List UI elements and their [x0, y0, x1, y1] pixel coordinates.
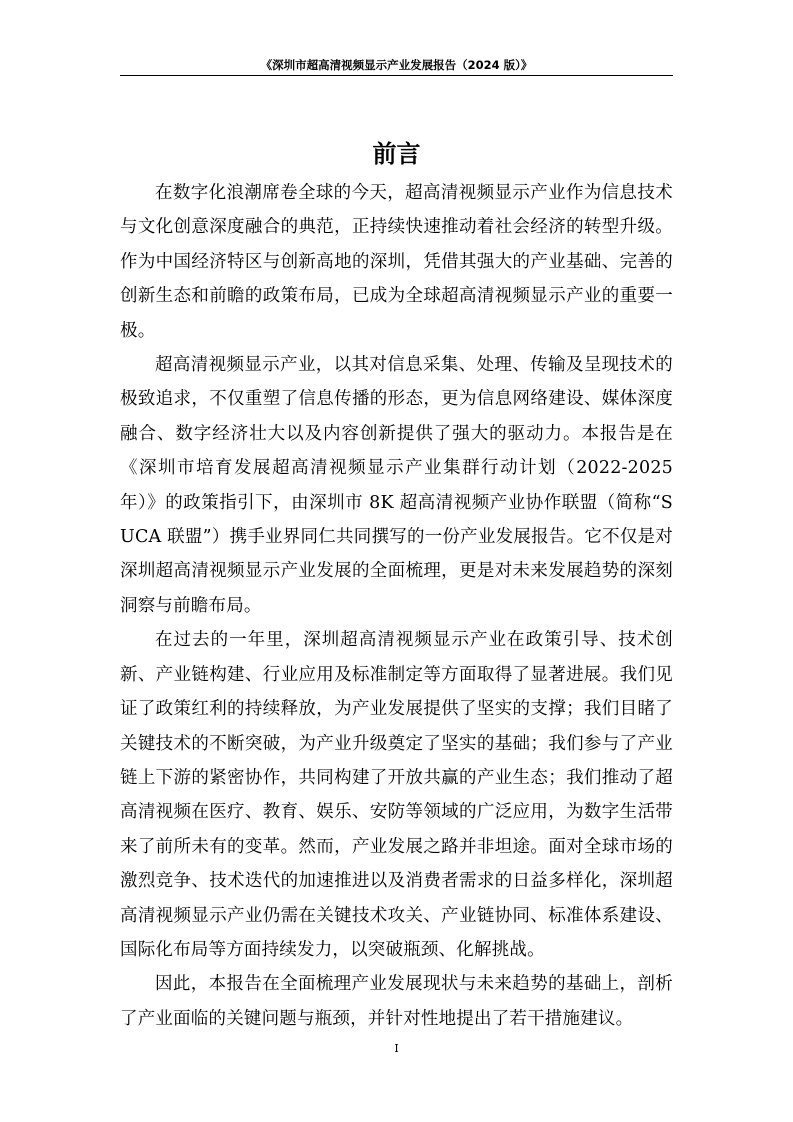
- body-text: [120, 176, 673, 1036]
- page-title: 前言: [372, 140, 421, 169]
- paragraph: 在数字化浪潮席卷全球的今天，超高清视频显示产业作为信息技术与文化创意深度融合的典范，正持续快速推动着社会经济的转型升级。作为中国经济特区与创新高地的深圳，凭借其强大的产业基础、完善的创新生态和前瞻的政策布局，已成为全球超高清视频显示产业的重要一极。: [120, 183, 673, 341]
- paragraph: 因此，本报告在全面梳理产业发展现状与未来趋势的基础上，剖析了产业面临的关键问题与瓶颈，并针对性地提出了若干措施建议。: [120, 974, 673, 1029]
- header-rule: [120, 75, 673, 76]
- paragraph: 在过去的一年里，深圳超高清视频显示产业在政策引导、技术创新、产业链构建、行业应用及标准制定等方面取得了显著进展。我们见证了政策红利的持续释放，为产业发展提供了坚实的支撑；我们目睹了关键技术的不断突破，为产业升级奠定了坚实的基础；我们参与了产业链上下游的紧密协作，共同构建了开放共赢的产业生态；我们推动了超高清视频在医疗、教育、娱乐、安防等领域的广泛应用，为数字生活带来了前所未有的变革。然而，产业发展之路并非坦途。面对全球市场的激烈竞争、技术迭代的加速推进以及消费者需求的日益多样化，深圳超高清视频显示产业仍需在关键技术攻关、产业链协同、标准体系建设、国际化布局等方面持续发力，以突破瓶颈、化解挑战。: [120, 630, 673, 960]
- page-number: I: [394, 1042, 399, 1055]
- paragraph: 超高清视频显示产业，以其对信息采集、处理、传输及呈现技术的极致追求，不仅重塑了信息传播的形态，更为信息网络建设、媒体深度融合、数字经济壮大以及内容创新提供了强大的驱动力。本报告是在《深圳市培育发展超高清视频显示产业集群行动计划（2022-2025年）》的政策指引下，由深圳市 8K 超高清视频产业协作联盟（简称“SUCA 联盟”）携手业界同仁共同撰写的一份产业发展报告。它不仅是对深圳超高清视频显示产业发展的全面梳理，更是对未来发展趋势的深刻洞察与前瞻布局。: [120, 355, 673, 616]
- running-header: 《深圳市超高清视频显示产业发展报告（2024 版）》: [260, 58, 533, 72]
